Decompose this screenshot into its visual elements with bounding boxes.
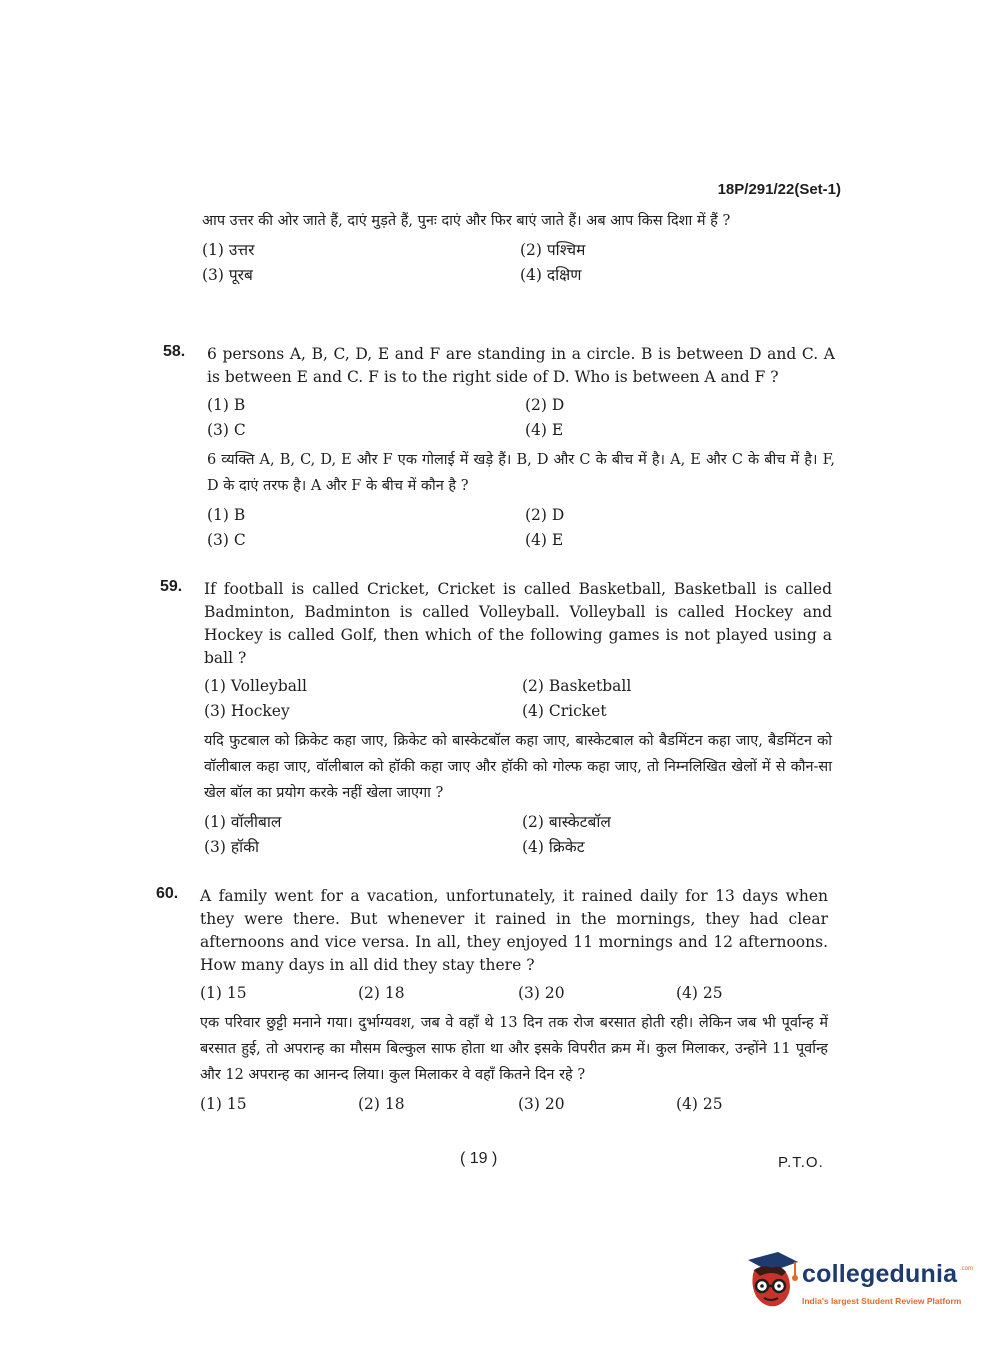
question-57-hindi [158, 208, 830, 292]
option-1: (1) B [207, 396, 246, 414]
question-60-english-options [200, 982, 828, 1004]
option-2: (2) 18 [358, 984, 405, 1002]
option-2: (2) 18 [358, 1095, 405, 1113]
question-60-english: A family went for a vacation, unfortunately, it rained daily for 13 days when they were there. But whenever it rained in the mornings, they had clear afternoons and vice versa. In all, they enjoyed 11 mornings and 12 afternoons. How many days in all did they stay there ? [200, 887, 828, 974]
option-1: (1) वॉलीबाल [204, 813, 282, 831]
option-2: (2) D [525, 506, 565, 524]
question-58 [163, 343, 835, 557]
option-2: (2) पश्चिम [520, 241, 586, 259]
question-59-hindi-options [204, 811, 832, 858]
option-2: (2) Basketball [522, 677, 632, 695]
option-4: (4) 25 [676, 984, 723, 1002]
option-3: (3) 20 [518, 984, 565, 1002]
option-3: (3) हॉकी [204, 838, 260, 856]
option-4: (4) Cricket [522, 702, 607, 720]
question-58-english-options [207, 394, 835, 441]
pto-label: P.T.O. [778, 1154, 824, 1171]
question-59-english-options [204, 675, 832, 722]
logo-brand-text: collegedunia [802, 1260, 958, 1288]
option-3: (3) C [207, 421, 246, 439]
option-1: (1) 15 [200, 984, 247, 1002]
collegedunia-logo[interactable] [742, 1250, 972, 1316]
option-4: (4) क्रिकेट [522, 838, 585, 856]
page-number: ( 19 ) [460, 1150, 498, 1167]
option-3: (3) 20 [518, 1095, 565, 1113]
option-1: (1) 15 [200, 1095, 247, 1113]
logo-brand-suffix: .com [960, 1266, 974, 1272]
question-57-hindi-options [202, 239, 830, 286]
option-3: (3) पूरब [202, 266, 253, 284]
question-59-english: If football is called Cricket, Cricket is called Basketball, Basketball is called Badminton, Badminton is called Volleyball. Volleyball is called Hockey and Hockey is called Golf, then which of the following games is not played using a ball ? [204, 580, 832, 667]
paper-code: 18P/291/22(Set-1) [717, 181, 841, 198]
question-number: 59. [160, 578, 183, 595]
question-59 [160, 578, 832, 864]
question-58-hindi: 6 व्यक्ति A, B, C, D, E और F एक गोलाई में खड़े हैं। B, D और C के बीच में है। A, E और C के बीच में है। F, D के दाएं तरफ है। A और F के बीच में कौन है ? [207, 452, 835, 494]
option-1: (1) Volleyball [204, 677, 307, 695]
question-number: 60. [156, 885, 179, 902]
option-4: (4) E [525, 421, 564, 439]
question-58-hindi-options [207, 504, 835, 551]
question-number: 58. [163, 343, 186, 360]
student-mascot-icon [742, 1250, 802, 1312]
question-60 [156, 885, 828, 1121]
option-3: (3) C [207, 531, 246, 549]
option-4: (4) दक्षिण [520, 266, 582, 284]
question-60-hindi: एक परिवार छुट्टी मनाने गया। दुर्भाग्यवश, जब वे वहाँ थे 13 दिन तक रोज बरसात होती रही। लेकिन जब भी पूर्वान्ह में बरसात हुई, तो अपरान्ह का मौसम बिल्कुल साफ होता था और इसके विपरीत क्रम में। कुल मिलाकर, उन्होंने 11 पूर्वान्ह और 12 अपरान्ह का आनन्द लिया। कुल मिलाकर वे वहाँ कितने दिन रहे ? [200, 1015, 828, 1083]
question-60-hindi-options [200, 1093, 828, 1115]
question-59-hindi: यदि फुटबाल को क्रिकेट कहा जाए, क्रिकेट को बास्केटबॉल कहा जाए, बास्केटबाल को बैडमिंटन कहा जाए, बैडमिंटन को वॉलीबाल कहा जाए, वॉलीबाल को हॉकी कहा जाए और हॉकी को गोल्फ कहा जाए, तो निम्नलिखित खेलों में से कौन-सा खेल बॉल का प्रयोग करके नहीं खेला जाएगा ? [204, 733, 832, 801]
question-58-english: 6 persons A, B, C, D, E and F are standing in a circle. B is between D and C. A is between E and C. F is to the right side of D. Who is between A and F ? [207, 345, 835, 386]
logo-tagline: India's largest Student Review Platform [802, 1296, 962, 1306]
option-4: (4) E [525, 531, 564, 549]
option-2: (2) D [525, 396, 565, 414]
option-3: (3) Hockey [204, 702, 290, 720]
option-1: (1) B [207, 506, 246, 524]
option-4: (4) 25 [676, 1095, 723, 1113]
option-2: (2) बास्केटबॉल [522, 813, 611, 831]
option-1: (1) उत्तर [202, 241, 255, 259]
question-57-hindi-text: आप उत्तर की ओर जाते हैं, दाएं मुड़ते हैं, पुनः दाएं और फिर बाएं जाते हैं। अब आप किस दिशा में हैं ? [202, 213, 731, 229]
